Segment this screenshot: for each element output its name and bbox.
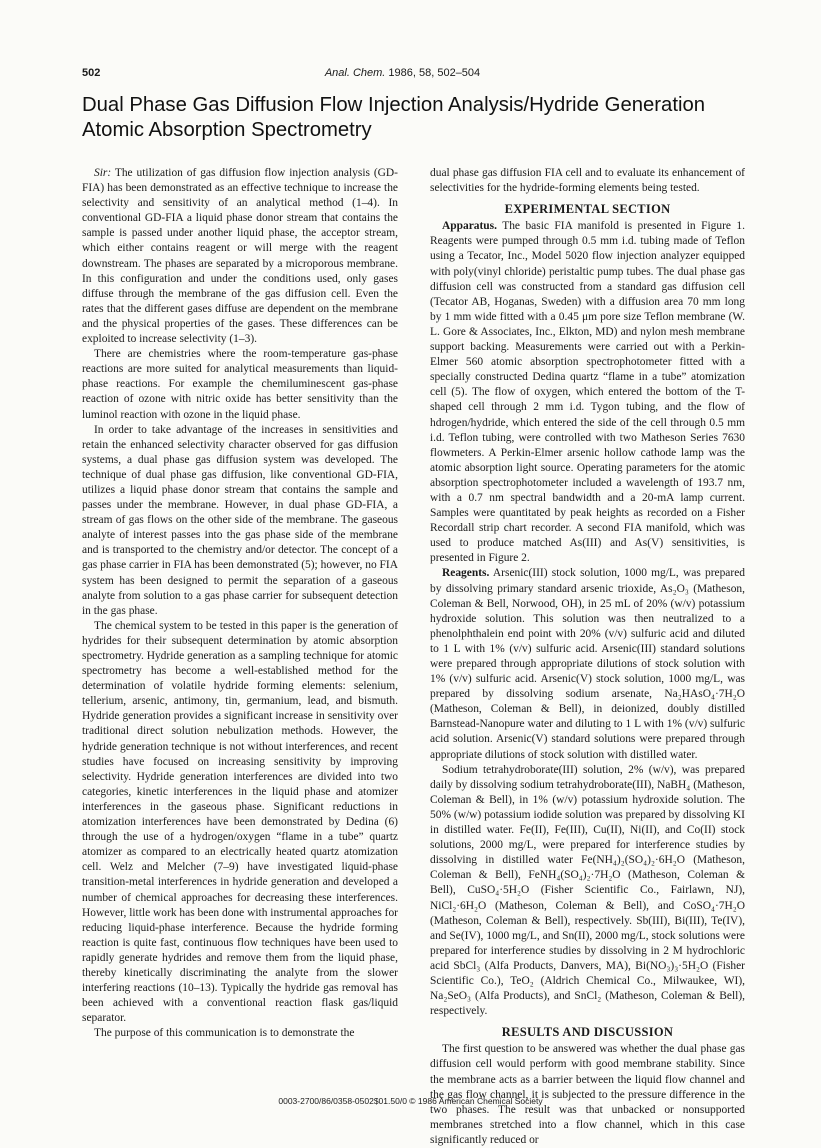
journal-citation	[82, 67, 723, 79]
citation-volume-pages: 1986, 58, 502–504	[388, 67, 481, 79]
heading-experimental: EXPERIMENTAL SECTION	[504, 202, 671, 217]
right-column	[430, 166, 745, 1148]
salutation: Sir:	[94, 167, 112, 179]
paragraph-continued: dual phase gas diffusion FIA cell and to evaluate its enhancement of selectivities for the hydride-forming elements being tested.	[430, 167, 745, 195]
paragraph-reagents-2: Sodium tetrahydroborate(III) solution, 2% (w/v), was prepared daily by dissolving sodium tetrahydroborate(III), NaBH₄ (Matheson, Coleman & Bell), in 1% (w/v) potassium hydroxide solution. The 50% (w/w) potassium iodide solution was prepared by dissolving KI in distilled water. Fe(II), Fe(III), Cu(II), Ni(II), and Co(II) stock solutions, 2000 mg/L, were prepared for interference studies by dissolving in distilled water Fe(NH₄)₂(SO₄)₂·6H₂O (Matheson, Coleman & Bell), FeNH₄(SO₄)₂·7H₂O (Matheson, Coleman & Bell), CuSO₄·5H₂O (Fisher Scientific Co., Fairlawn, NJ), NiCl₂·6H₂O (Matheson, Coleman & Bell), and CoSO₄·7H₂O (Matheson, Coleman & Bell), respectively. Sb(III), Bi(III), Te(IV), and Se(IV), 1000 mg/L, and Sn(II), 2000 mg/L, stock solutions were prepared for interference studies by dissolving in 2 M hydrochloric acid SbCl₃ (Alfa Products, Danvers, MA), Bi(NO₃)₃·5H₂O (Fisher Scientific Co.), TeO₂ (Aldrich Chemical Co., Milwaukee, WI), Na₂SeO₃ (Alfa Products), and SnCl₂ (Matheson, Coleman & Bell), respectively.	[430, 763, 745, 1018]
paragraph-dual-phase: In order to take advantage of the increases in sensitivities and retain the enhanced selectivity character observed for gas diffusion systems, a dual phase gas diffusion system was developed. The technique of dual phase gas diffusion, like conventional GD-FIA, utilizes a liquid phase donor stream that contains the sample and passes under the membrane. However, in dual phase GD-FIA, a stream of gas flows on the other side of the membrane. The gaseous analyte of interest passes into the gas phase side of the membrane and is transported to the chemistry and/or detector. The concept of a gas phase carrier in FIA has been demonstrated (5); however, no FIA system has been designed to permit the separation of a gaseous analyte from solution to a gas phase carrier for subsequent detection in the gas phase.	[82, 423, 398, 617]
run-in-heading-reagents: Reagents.	[442, 567, 490, 580]
copyright-footer: 0003-2700/86/0358-0502$01.50/0 © 1986 American Chemical Society	[278, 1096, 543, 1106]
run-in-heading-apparatus: Apparatus.	[442, 220, 497, 233]
paragraph-results: The first question to be answered was whether the dual phase gas diffusion cell would perform with good membrane stability. Since the membrane acts as a barrier between the liquid flow channel and the gas flow channel, it is subjected to the pressure difference in the two phases. The result was that unbacked or nonsupported membranes stretched into a flow channel, which in this case significantly reduced or	[430, 1043, 745, 1146]
left-column	[82, 166, 398, 1041]
paragraph-apparatus: Apparatus. The basic FIA manifold is presented in Figure 1. Reagents were pumped through 0.5 mm i.d. tubing made of Teflon using a Tecator, Inc., Model 5020 flow injection analyzer equipped with poly(vinyl chloride) peristaltic pump tubes. The dual phase gas diffusion cell was constructed from a standard gas diffusion cell (Tecator AB, Hoganas, Sweden) with a diffusion area 70 mm long by 1 mm wide fitted with a 0.45 μm pore size Teflon membrane (W. L. Gore & Associates, Inc., Elkton, MD) and nylon mesh membrane support backing. Measurements were carried out with a Perkin-Elmer 560 atomic absorption spectrophotometer fitted with a specially constructed Dedina quartz “flame in a tube” atomization cell (5). The flow of oxygen, which entered the bottom of the T-shaped cell through 2 mm i.d. Tygon tubing, and the flow of hdrogen/hydride, which entered the side of the cell through 0.5 mm i.d. Teflon tubing, were controlled with two Matheson Series 7630 flowmeters. A Perkin-Elmer arsenic hollow cathode lamp was the atomic absorption light source. Operating parameters for the atomic absorption spectrophotometer included a wavelength of 193.7 nm, with a 0.7 nm spectral bandwidth and a 20-mA lamp current. Samples were quantitated by peak heights as recorded on a Fisher Recordall strip chart recorder. A second FIA manifold, which was used to produce matched As(III) and As(V) sensitivities, is presented in Figure 2.	[430, 220, 745, 565]
journal-name: Anal. Chem.	[324, 67, 386, 79]
paragraph-intro: Sir: The utilization of gas diffusion flow injection analysis (GD-FIA) has been demonstrated as an effective technique to increase the selectivity and sensitivity of an analytical method (1–4). In conventional GD-FIA a liquid phase donor stream that contains the sample is passed under another liquid phase, the acceptor stream, which either contains reagent or will merge with the reagent downstream. The phases are separated by a microporous membrane. In this configuration and under the conditions used, only gases diffuse through the membrane of the gas diffusion cell. Even the rates that the different gases diffuse are dependent on the membrane and the physical properties of the gases. These differences can be exploited to increase selectivity (1–3).	[82, 167, 398, 346]
page-number: 502	[82, 67, 101, 79]
running-header	[82, 64, 723, 84]
paragraph-hydride: The chemical system to be tested in this paper is the generation of hydrides for their subsequent determination by atomic absorption spectrometry. Hydride generation as a sampling technique for atomic spectrometry has become a well-established method for the determination of volatile hydride forming elements: selenium, tellerium, arsenic, antimony, tin, germanium, lead, and bismuth. Hydride generation provides a significant increase in sensitivity over traditional direct solution nebulization methods. However, the hydride generation technique is not without interferences, and recent studies have focused on increasing sensitivity by improving selectivity. Hydride generation interferences are divided into two categories, kinetic interferences in the liquid phase and atomizer interferences in the gaseous phase. Significant reductions in atomization interferences have been demonstrated by Dedina (6) through the use of a hydrogen/oxygen “flame in a tube” quartz atomizer as compared to an electrically heated quartz atomization cell. Welz and Melcher (7–9) have investigated liquid-phase transition-metal interferences in hydride generation and developed a number of chemical approaches for decreasing these interferences. However, little work has been done with instrumental approaches for reducing liquid-phase interference. Because the hydride forming reaction is quite fast, continuous flow techniques have been used to rapidly generate hydrides and remove them from the liquid phase, thereby kinetically discriminating the analyte from the slower interfering reactions (10–13). Typically the hydride gas removal has been achieved with a conventional reaction flask gas/liquid separator.	[82, 619, 398, 1025]
paragraph-purpose: The purpose of this communication is to demonstrate the	[94, 1027, 355, 1040]
heading-results: RESULTS AND DISCUSSION	[501, 1025, 674, 1040]
article-title: Dual Phase Gas Diffusion Flow Injection Analysis/Hydride Generation Atomic Absorption Spectrometry	[82, 94, 706, 141]
paragraph-reagents: Reagents. Arsenic(III) stock solution, 1000 mg/L, was prepared by dissolving primary standard arsenic trioxide, As₂O₃ (Matheson, Coleman & Bell, Norwood, OH), in 25 mL of 20% (w/v) potassium hydroxide solution. This solution was then neutralized to a phenolphthalein end point with 20% (v/v) sulfuric acid and diluted to 1 L with 1% (v/v) sulfuric acid. Arsenic(III) standard solutions were prepared through appropriate dilutions of stock solution with 1% (v/v) sulfuric acid. Arsenic(V) stock solution, 1000 mg/L, was prepared by dissolving sodium arsenate, Na₂HAsO₄·7H₂O (Matheson, Coleman & Bell), in deionized, doubly distilled Barnstead-Nanopure water and diluting to 1 L with 1% (v/v) sulfuric acid solution. Arsenic(V) standard solutions were prepared through appropriate dilutions of stock solution with distilled water.	[430, 567, 745, 761]
paragraph-gas-phase: There are chemistries where the room-temperature gas-phase reactions are more suited for analytical measurements than liquid-phase reactions. For example the chemiluminescent gas-phase reaction of ozone with nitric oxide has better sensitivity than the luminol reaction with ozone in the liquid phase.	[82, 348, 398, 421]
